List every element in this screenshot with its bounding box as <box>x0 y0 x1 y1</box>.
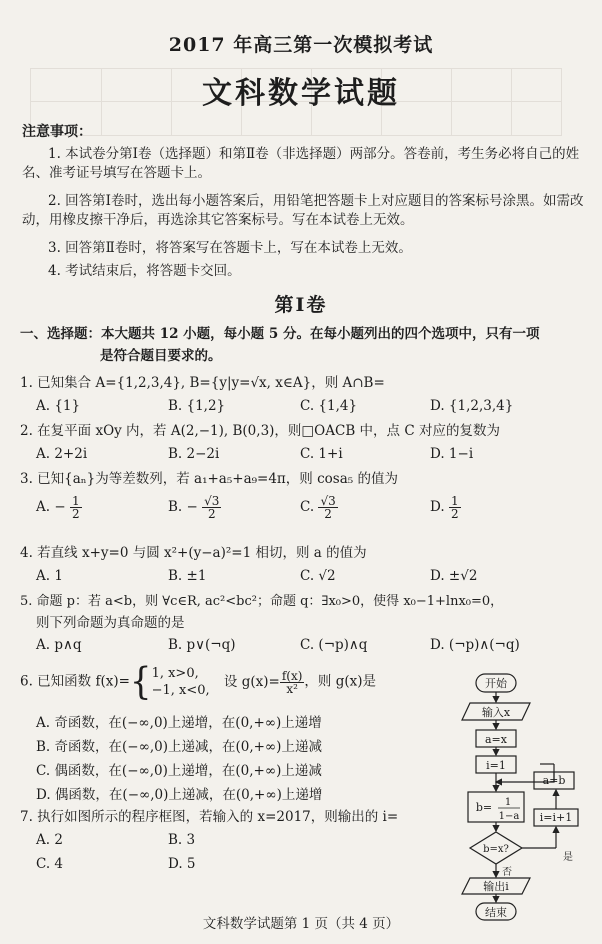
flow-no-label: 否 <box>502 867 512 878</box>
q2-option-d: D. 1−i <box>430 446 474 462</box>
fraction-numerator: √3 <box>204 494 220 508</box>
q2-option-b: B. 2−2i <box>168 446 220 462</box>
fraction-denominator: 2 <box>324 507 332 521</box>
q4-option-b: B. ±1 <box>168 568 207 584</box>
flow-output-label: 输出i <box>483 880 509 893</box>
q3-option-d-fraction <box>449 495 461 520</box>
q3-option-c-fraction <box>318 495 337 520</box>
q7-option-b: B. 3 <box>168 832 196 848</box>
question-4-stem: 4. 若直线 x+y=0 与圆 x²+(y−a)²=1 相切，则 a 的值为 <box>20 545 367 561</box>
program-flowchart <box>440 672 590 922</box>
q3-option-a-label: A. − <box>36 499 66 515</box>
q6-option-c: C. 偶函数，在(−∞,0)上递增，在(0,+∞)上递减 <box>36 763 322 779</box>
fraction-denominator: 2 <box>207 507 216 521</box>
q3-option-a <box>36 495 82 520</box>
q6-case-2: −1, x<0, <box>151 683 210 698</box>
question-5-stem: 5. 命题 p：若 a<b，则 ∀c∈R, ac²<bc²；命题 q：∃x₀>0，使得 x₀−1+lnx₀=0， <box>20 594 504 609</box>
q3-option-d <box>430 495 461 520</box>
notice-item-4: 4. 考试结束后，将答题卡交回。 <box>48 263 241 279</box>
q3-option-d-label: D. <box>430 499 445 515</box>
q5-option-a: A. p∧q <box>36 637 82 653</box>
flow-incr-i-label: i=i+1 <box>539 811 573 824</box>
notice-heading: 注意事项： <box>22 124 92 140</box>
flow-assign-ab-label: a=b <box>542 774 566 787</box>
q6-g-fraction <box>280 670 305 695</box>
question-5-stem-cont: 则下列命题为真命题的是 <box>36 615 185 631</box>
page-footer: 文科数学试题第 1 页（共 4 页） <box>202 916 400 932</box>
q3-option-a-fraction <box>70 495 82 520</box>
q3-option-c <box>300 495 338 520</box>
q6-stem-post: ，则 g(x)是 <box>304 673 376 690</box>
flow-start-label: 开始 <box>485 677 507 690</box>
fraction-denominator: 2 <box>450 507 459 521</box>
flow-assign-b-label: b= <box>475 801 493 814</box>
section-heading: 一、选择题：本大题共 12 小题，每小题 5 分。在每小题列出的四个选项中，只有一项 <box>20 326 540 342</box>
flow-assign-i-label: i=1 <box>486 759 506 772</box>
fraction-denominator: x² <box>286 681 298 696</box>
fraction-numerator: √3 <box>320 494 336 508</box>
part-title: 第Ⅰ卷 <box>274 294 328 316</box>
q1-option-b: B. {1,2} <box>168 398 226 414</box>
q4-option-a: A. 1 <box>36 568 63 584</box>
question-2-stem: 2. 在复平面 xOy 内，若 A(2,−1), B(0,3)，则□OACB 中，点 C 对应的复数为 <box>20 423 500 439</box>
q1-option-c: C. {1,4} <box>300 398 358 414</box>
q7-option-a: A. 2 <box>36 832 63 848</box>
question-6-stem <box>20 660 376 704</box>
q6-stem-mid: 设 g(x)= <box>223 673 280 690</box>
section-heading-cont: 是符合题目要求的。 <box>100 348 222 364</box>
q5-option-d: D. (¬p)∧(¬q) <box>430 637 520 653</box>
exam-title: 2017 年高三第一次模拟考试 <box>168 34 434 56</box>
q1-option-d: D. {1,2,3,4} <box>430 398 514 414</box>
q6-brace: { <box>129 660 152 704</box>
notice-item-3: 3. 回答第Ⅱ卷时，将答案写在答题卡上，写在本试卷上无效。 <box>48 240 412 256</box>
flow-b-denominator: 1−a <box>498 811 520 822</box>
q6-option-a: A. 奇函数，在(−∞,0)上递增，在(0,+∞)上递增 <box>36 715 322 731</box>
flow-b-numerator: 1 <box>504 797 512 808</box>
q6-case-1: 1, x>0, <box>151 666 199 681</box>
question-3-stem: 3. 已知{aₙ}为等差数列，若 a₁+a₅+a₉=4π，则 cosa₅ 的值为 <box>20 471 398 487</box>
q1-option-a: A. {1} <box>36 398 81 414</box>
q7-option-d: D. 5 <box>168 856 196 872</box>
q6-option-b: B. 奇函数，在(−∞,0)上递减，在(0,+∞)上递减 <box>36 739 322 755</box>
q4-option-c: C. √2 <box>300 568 336 584</box>
q3-option-b-label: B. − <box>168 499 198 515</box>
q3-option-b-fraction <box>202 495 221 520</box>
q6-piecewise <box>152 665 210 699</box>
q6-option-d: D. 偶函数，在(−∞,0)上递减，在(0,+∞)上递增 <box>36 787 323 803</box>
question-7-stem: 7. 执行如图所示的程序框图，若输入的 x=2017，则输出的 i= <box>20 809 399 825</box>
q2-option-c: C. 1+i <box>300 446 343 462</box>
q4-option-d: D. ±√2 <box>430 568 478 584</box>
flow-end-label: 结束 <box>485 906 507 919</box>
paper-title: 文科数学试题 <box>202 76 400 111</box>
flow-yes-label: 是 <box>563 852 573 863</box>
fraction-numerator: 1 <box>450 494 459 508</box>
q5-option-b: B. p∨(¬q) <box>168 637 236 653</box>
q2-option-a: A. 2+2i <box>36 446 88 462</box>
q5-option-c: C. (¬p)∧q <box>300 637 368 653</box>
fraction-numerator: f(x) <box>281 668 303 683</box>
q3-option-c-label: C. <box>300 499 315 515</box>
flow-input-label: 输入x <box>481 706 511 719</box>
notice-item-1: 1. 本试卷分第Ⅰ卷（选择题）和第Ⅱ卷（非选择题）两部分。答卷前，考生务必将自己的姓名、准考证号填写在答题卡上。 <box>22 146 580 181</box>
q7-option-c: C. 4 <box>36 856 64 872</box>
q6-stem-pre: 6. 已知函数 f(x)= <box>20 673 130 690</box>
fraction-denominator: 2 <box>71 507 80 521</box>
flow-assign-a-label: a=x <box>485 733 507 746</box>
flow-condition-label: b=x? <box>483 844 509 855</box>
question-1-stem: 1. 已知集合 A={1,2,3,4}, B={y|y=√x, x∈A}，则 A∩B= <box>20 375 385 391</box>
q3-option-b <box>168 495 221 520</box>
fraction-numerator: 1 <box>71 494 80 508</box>
notice-item-2: 2. 回答第Ⅰ卷时，选出每小题答案后，用铅笔把答题卡上对应题目的答案标号涂黑。如需改动，用橡皮擦干净后，再选涂其它答案标号。写在本试卷上无效。 <box>22 193 584 228</box>
